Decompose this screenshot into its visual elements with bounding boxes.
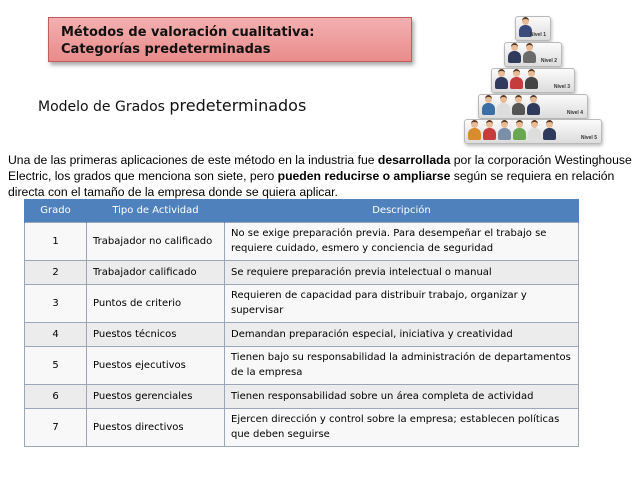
cell-descripcion: Tienen bajo su responsabilidad la administración de departamentos de la empresa [225,346,579,384]
table-row [25,408,579,446]
person-icon [508,40,521,64]
intro-paragraph [8,152,633,200]
cell-grado: 6 [25,384,87,408]
person-icon [482,92,495,116]
pyramid-level-label: Nivel 3 [553,84,570,90]
table-row [25,222,579,260]
header-descripcion: Descripción [225,199,579,222]
cell-tipo: Puestos gerenciales [87,384,225,408]
cell-tipo: Trabajador no calificado [87,222,225,260]
cell-grado: 2 [25,260,87,284]
pyramid-level-1 [515,16,551,41]
person-icon [510,66,523,90]
person-icon [483,117,496,141]
table-row [25,384,579,408]
cell-descripcion: No se exige preparación previa. Para desempeñar el trabajo se requiere cuidado, esmero y conciencia de seguridad [225,222,579,260]
person-icon [523,40,536,64]
cell-tipo: Puntos de criterio [87,284,225,322]
pyramid-level-label: Nivel 5 [580,135,597,141]
cell-descripcion: Demandan preparación especial, iniciativa y creatividad [225,322,579,346]
subtitle-part-1: Modelo de Grados [38,99,170,115]
person-icon [528,117,541,141]
person-icon [527,92,540,116]
table-header-row [25,199,579,222]
cell-tipo: Trabajador calificado [87,260,225,284]
intro-text-3: según se requiera en relación directa con el tamaño de la empresa donde se quiera aplicar. [8,169,615,199]
pyramid-level-2 [504,42,562,67]
hierarchy-pyramid-illustration [460,8,605,145]
pyramid-level-3 [491,68,575,93]
cell-grado: 5 [25,346,87,384]
subtitle-part-2: predeterminados [169,96,307,115]
title-line-2: Categorías predeterminadas [61,42,271,57]
pyramid-level-label: Nivel 2 [540,58,557,64]
intro-text-1: Una de las primeras aplicaciones de este método en la industria fue [8,153,378,167]
header-grado: Grado [25,199,87,222]
intro-bold-1: desarrollada [377,153,451,167]
person-icon [468,117,481,141]
cell-tipo: Puestos directivos [87,408,225,446]
pyramid-level-5 [464,119,602,144]
cell-descripcion: Se requiere preparación previa intelectual o manual [225,260,579,284]
pyramid-level-label: Nivel 1 [529,32,546,38]
table-row [25,346,579,384]
header-tipo: Tipo de Actividad [87,199,225,222]
grades-table [24,199,579,447]
person-icon [512,92,525,116]
person-icon [525,66,538,90]
cell-tipo: Puestos ejecutivos [87,346,225,384]
person-icon [513,117,526,141]
cell-tipo: Puestos técnicos [87,322,225,346]
pyramid-level-4 [478,94,588,119]
person-icon [498,117,511,141]
cell-descripcion: Ejercen dirección y control sobre la empresa; establecen políticas que deben seguirse [225,408,579,446]
intro-bold-2: pueden reducirse o ampliarse [277,169,451,183]
cell-grado: 3 [25,284,87,322]
cell-descripcion: Tienen responsabilidad sobre un área completa de actividad [225,384,579,408]
person-icon [543,117,556,141]
title-box [48,17,412,62]
intro-text-2: por la corporación Westinghouse Electric, los grados que menciona son siete, pero [8,153,632,183]
cell-grado: 4 [25,322,87,346]
cell-descripcion: Requieren de capacidad para distribuir trabajo, organizar y supervisar [225,284,579,322]
subtitle [38,96,306,115]
table-row [25,284,579,322]
table-row [25,322,579,346]
pyramid-level-label: Nivel 4 [566,110,583,116]
cell-grado: 7 [25,408,87,446]
person-icon [497,92,510,116]
person-icon [495,66,508,90]
cell-grado: 1 [25,222,87,260]
title-line-1: Métodos de valoración cualitativa: [61,25,315,40]
table-row [25,260,579,284]
